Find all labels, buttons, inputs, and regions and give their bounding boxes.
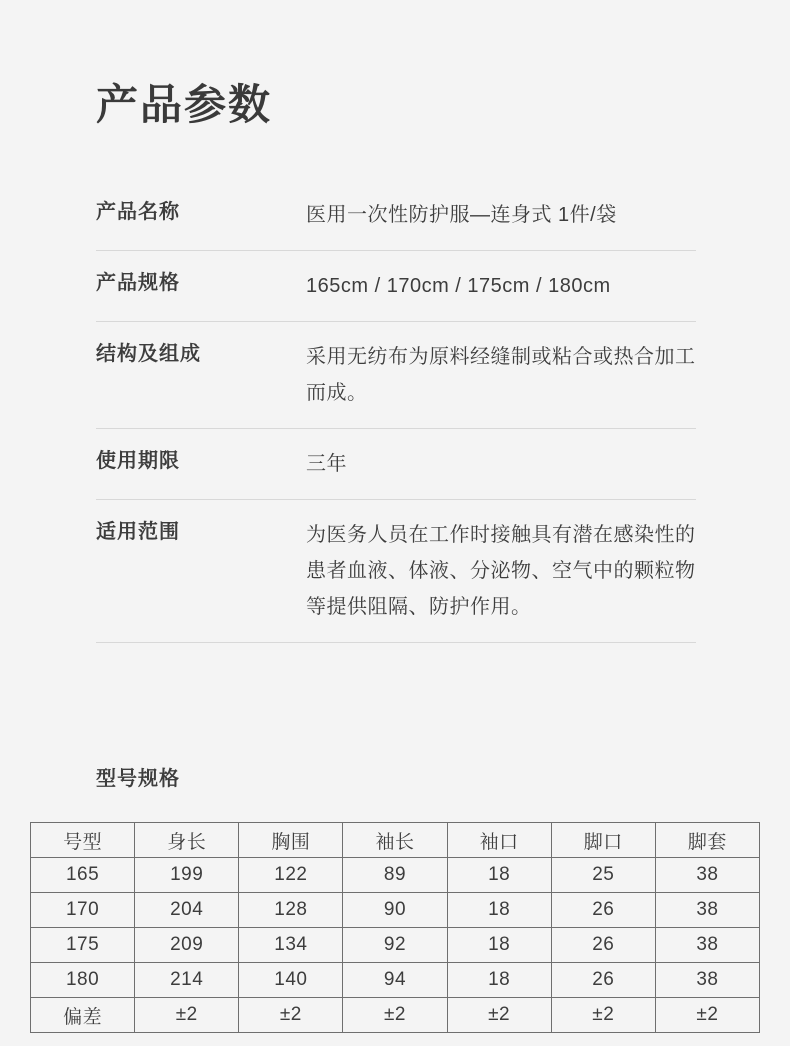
spec-label: 产品名称	[96, 201, 180, 223]
table-row	[31, 928, 760, 963]
table-cell: ±2	[655, 998, 759, 1033]
table-cell: 175	[31, 928, 135, 963]
table-cell: 134	[239, 928, 343, 963]
spec-row	[96, 322, 696, 429]
table-cell: 90	[343, 893, 447, 928]
table-row	[31, 998, 760, 1033]
table-cell: 26	[551, 928, 655, 963]
table-cell: 38	[655, 858, 759, 893]
table-cell: 偏差	[31, 998, 135, 1033]
table-cell: 38	[655, 928, 759, 963]
sizes-table	[30, 822, 760, 1033]
table-cell: 25	[551, 858, 655, 893]
spec-row	[96, 251, 696, 322]
table-cell: 18	[447, 963, 551, 998]
table-cell: 165	[31, 858, 135, 893]
spec-label: 使用期限	[96, 450, 180, 472]
table-cell: 92	[343, 928, 447, 963]
spec-row	[96, 500, 696, 643]
sizes-heading: 型号规格	[96, 768, 180, 790]
table-cell: 18	[447, 858, 551, 893]
spec-value: 三年	[306, 453, 347, 475]
spec-row	[96, 185, 696, 251]
table-cell: ±2	[447, 998, 551, 1033]
table-cell: ±2	[343, 998, 447, 1033]
table-header-cell: 脚套	[655, 823, 759, 858]
table-cell: 18	[447, 928, 551, 963]
table-cell: 180	[31, 963, 135, 998]
table-header-cell: 身长	[135, 823, 239, 858]
table-header-cell: 号型	[31, 823, 135, 858]
table-cell: ±2	[135, 998, 239, 1033]
table-cell: 89	[343, 858, 447, 893]
table-cell: 209	[135, 928, 239, 963]
table-cell: 26	[551, 963, 655, 998]
table-cell: ±2	[239, 998, 343, 1033]
spec-label: 结构及组成	[96, 343, 201, 365]
table-header-cell: 胸围	[239, 823, 343, 858]
table-cell: 38	[655, 963, 759, 998]
spec-label: 产品规格	[96, 272, 180, 294]
table-cell: 122	[239, 858, 343, 893]
table-cell: 140	[239, 963, 343, 998]
table-cell: 94	[343, 963, 447, 998]
table-row	[31, 963, 760, 998]
table-cell: ±2	[551, 998, 655, 1033]
table-cell: 214	[135, 963, 239, 998]
spec-value: 165cm / 170cm / 175cm / 180cm	[306, 275, 611, 297]
table-header-cell: 袖口	[447, 823, 551, 858]
table-row	[31, 858, 760, 893]
table-cell: 38	[655, 893, 759, 928]
page-title: 产品参数	[96, 81, 273, 128]
table-row	[31, 893, 760, 928]
spec-label: 适用范围	[96, 521, 180, 543]
specification-list	[96, 185, 696, 643]
spec-value: 为医务人员在工作时接触具有潜在感染性的患者血液、体液、分泌物、空气中的颗粒物等提供阻隔、防护作用。	[306, 524, 696, 618]
table-cell: 204	[135, 893, 239, 928]
spec-value: 采用无纺布为原料经缝制或粘合或热合加工而成。	[306, 346, 696, 404]
table-header-row	[31, 823, 760, 858]
table-cell: 128	[239, 893, 343, 928]
table-cell: 199	[135, 858, 239, 893]
table-header-cell: 脚口	[551, 823, 655, 858]
table-cell: 26	[551, 893, 655, 928]
table-cell: 18	[447, 893, 551, 928]
spec-row	[96, 429, 696, 500]
spec-value: 医用一次性防护服—连身式 1件/袋	[306, 204, 617, 226]
table-header-cell: 袖长	[343, 823, 447, 858]
table-cell: 170	[31, 893, 135, 928]
sizes-table-wrapper	[30, 822, 760, 1033]
